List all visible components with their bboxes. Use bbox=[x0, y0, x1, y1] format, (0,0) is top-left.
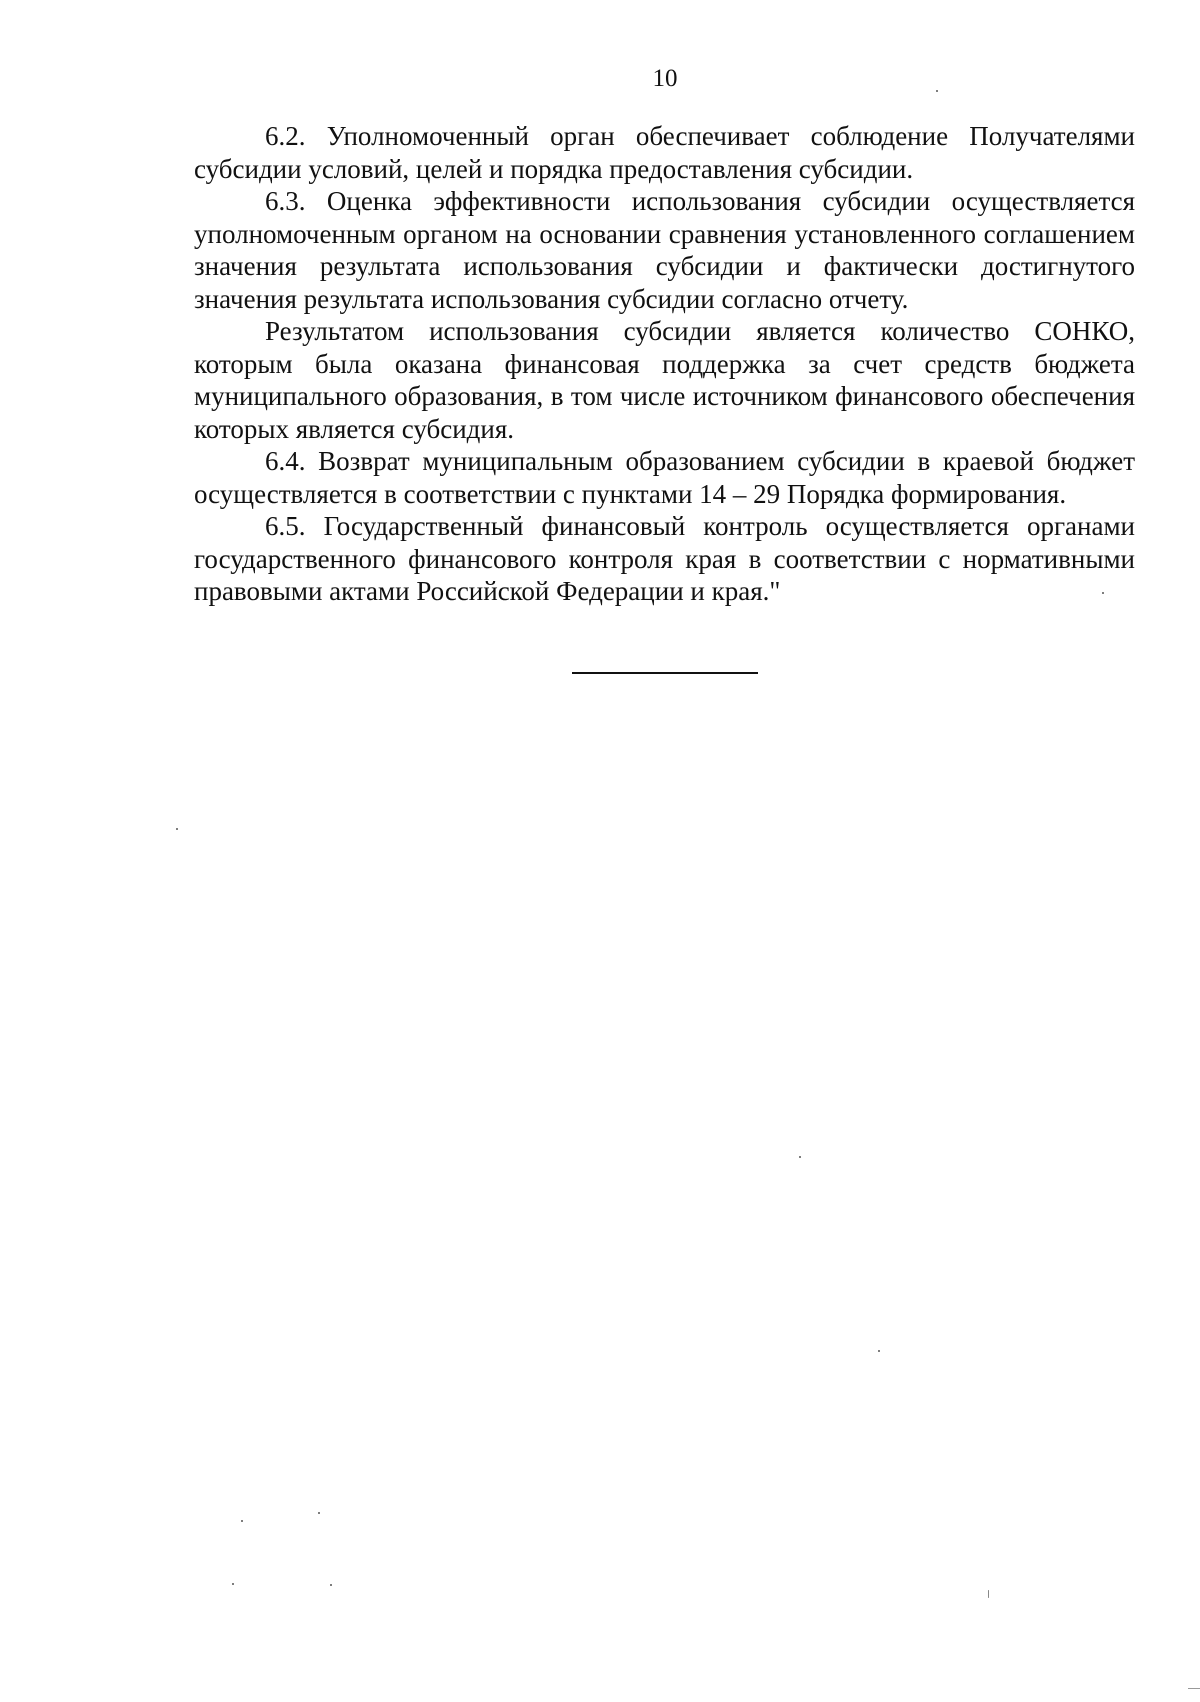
scan-speck bbox=[799, 1156, 801, 1158]
end-separator-line bbox=[572, 672, 758, 674]
scan-edge-mark bbox=[1188, 1688, 1200, 1689]
document-body bbox=[194, 120, 1135, 608]
scan-speck bbox=[1102, 592, 1104, 594]
scan-speck bbox=[936, 90, 938, 92]
paragraph-6-3: 6.3. Оценка эффективности использования субсидии осуществляется уполномоченным органом на основании сравнения установленного соглашением значения результата использования субсидии и фактически достигнутого значения результата использования субсидии согласно отчету. bbox=[194, 186, 1135, 314]
scan-speck bbox=[176, 828, 178, 830]
paragraph-6-5: 6.5. Государственный финансовый контроль осуществляется органами государственного финансового контроля края в соответствии с нормативными правовыми актами Российской Федерации и края." bbox=[194, 511, 1135, 606]
paragraph-6-2: 6.2. Уполномоченный орган обеспечивает соблюдение Получателями субсидии условий, целей и порядка предоставления субсидии. bbox=[194, 121, 1135, 184]
paragraph-result: Результатом использования субсидии является количество СОНКО, которым была оказана финансовая поддержка за счет средств бюджета муниципального образования, в том числе источником финансового обеспечения которых является субсидия. bbox=[194, 316, 1135, 444]
scan-speck bbox=[318, 1512, 320, 1514]
page-number: 10 bbox=[652, 65, 678, 92]
scan-speck bbox=[878, 1350, 880, 1352]
scan-speck bbox=[241, 1520, 243, 1522]
paragraph-6-4: 6.4. Возврат муниципальным образованием субсидии в краевой бюджет осуществляется в соответствии с пунктами 14 – 29 Порядка формирования. bbox=[194, 446, 1135, 509]
scan-speck bbox=[330, 1584, 332, 1586]
scan-speck bbox=[232, 1583, 234, 1585]
scan-speck bbox=[988, 1590, 989, 1598]
